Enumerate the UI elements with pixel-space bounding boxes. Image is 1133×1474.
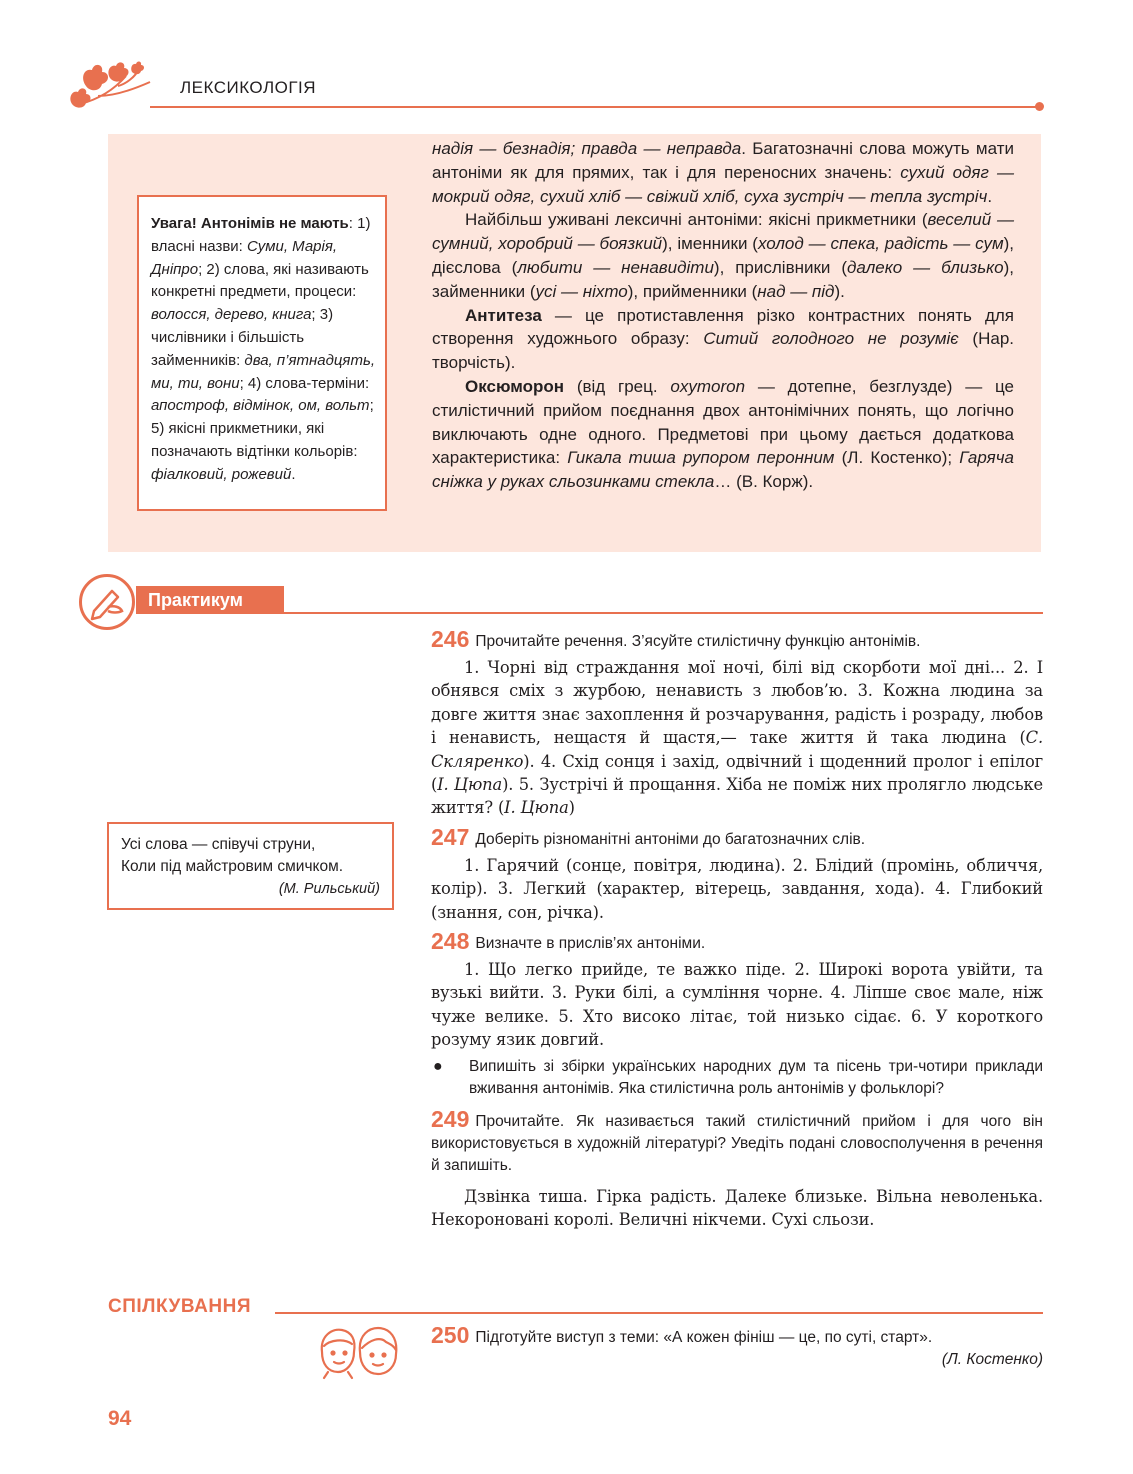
- exercise-author: (Л. Костенко): [941, 1351, 1043, 1368]
- writing-hand-icon: [79, 574, 135, 630]
- exercise-task-text: Підготуйте виступ з теми: «А кожен фініш — це, по суті, старт».: [475, 1329, 933, 1346]
- exercise-248: [431, 930, 1043, 1100]
- exercise-task: [431, 1105, 1043, 1177]
- exercise-249: [431, 1105, 1043, 1232]
- exercise-250: [431, 1324, 1043, 1371]
- section-title: ЛЕКСИКОЛОГІЯ: [180, 78, 317, 97]
- theory-text: [432, 137, 1014, 494]
- exercise-number: 248: [431, 928, 470, 955]
- attention-note-text: Увага! Антонімів не мають: 1) власні назви: Суми, Марія, Дніпро; 2) слова, які називають конкретні предмети, процеси: волосся, дерево, книга; 3) числівники і більшість займенників: два, п’ятнадцять, ми, ти, вони; 4) слова-терміни: апостроф, відмінок, ом, вольт; 5) якісні прикметники, які позначають відтінки кольорів: фіалковий, рожевий.: [151, 215, 375, 483]
- exercise-task: [431, 823, 1043, 851]
- exercise-number: 249: [431, 1105, 470, 1132]
- page-number: 94: [108, 1407, 132, 1430]
- theory-paragraph-antithesis: Антитеза — це протиставлення різко контрастних понять для створення художнього образу: Ситий голодного не розуміє (Нар. творчість).: [432, 305, 1014, 373]
- exercise-246: [431, 628, 1043, 820]
- exercise-task-text: Доберіть різноманітні антоніми до багатозначних слів.: [475, 830, 866, 848]
- bullet-task: [431, 1056, 1043, 1100]
- theory-paragraph-oxymoron: Оксюморон (від грец. oxymoron — дотепне, безглузде) — це стилістичний прийом поєднання двох антонімічних понять, що логічно виключають одне одного. Предметові при цьому дається додаткова характеристика: Гикала тиша рупором перонним (Л. Костенко); Гаряча сніжка у руках сльозинками стекла… (В. Корж).: [432, 376, 1014, 492]
- practicum-divider: [282, 612, 1043, 614]
- exercise-number: 246: [431, 626, 470, 652]
- exercise-task: [431, 1324, 1043, 1349]
- flower-ornament-icon: [66, 56, 156, 116]
- exercise-task-text: Прочитайте речення. З’ясуйте стилістичну функцію антонімів.: [475, 633, 921, 650]
- exercise-task-text: Визначте в прислів’ях антоніми.: [475, 935, 706, 953]
- attention-note: [137, 195, 387, 511]
- bullet-task-text: Випишіть зі збірки українських народних дум та пісень три-чотири приклади вживання антонімів. Яка стилістична роль антонімів у фольклорі?: [469, 1057, 1043, 1097]
- theory-paragraph: надія — безнадія; правда — неправда. Багатозначні слова можуть мати антоніми як для прямих, так і для переносних значень: сухий одяг — мокрий одяг, сухий хліб — свіжий хліб, суха зустріч — тепла зустріч.: [432, 139, 1015, 206]
- communication-label: СПІЛКУВАННЯ: [108, 1296, 251, 1317]
- exercise-task: [431, 628, 1043, 653]
- exercise-body: 1. Чорні від страждання мої ночі, білі від скорботи мої дні... 2. І обнявся сміх з журбою, ненависть з любов’ю. 3. Кожна людина за довге життя знає захоплення й розчарування, радість і розраду, любов і ненависть, нещастя й щастя,— таке життя й така людина (С. Скляренко). 4. Схід сонця і захід, одвічний і щоденний пролог і епілог (І. Цюпа). 5. Зустрічі й прощання. Хіба не поміж них пролягло людське життя? (І. Цюпа): [431, 658, 1043, 818]
- exercise-task-text: Прочитайте. Як називається такий стилістичний прийом і для чого він використовується в художній літературі? Уведіть подані словосполучення в речення й запишіть.: [431, 1112, 1043, 1174]
- exercise-body: 1. Що легко прийде, те важко піде. 2. Широкі ворота увійти, та вузькі вийти. 3. Руки білі, а сумління чорне. 4. Ліпше своє мале, ніж чуже велике. 5. Хто високо літає, той низько сідає. 6. У короткого розуму язик довгий.: [431, 960, 1043, 1050]
- practicum-label: Практикум: [136, 586, 284, 614]
- quote-author: (М. Рильський): [278, 881, 380, 897]
- header-divider: [150, 106, 1038, 108]
- exercise-number: 247: [431, 823, 470, 850]
- bullet-icon: ●: [433, 1057, 443, 1075]
- exercise-body: Дзвінка тиша. Гірка радість. Далеке близьке. Вільна неволенька. Некороновані королі. Величні нікчеми. Сухі сльози.: [431, 1186, 1043, 1230]
- communication-divider: [275, 1312, 1043, 1314]
- exercise-task: [431, 930, 1043, 955]
- exercise-247: [431, 823, 1043, 924]
- quote-line: Коли під майстровим смичком.: [121, 858, 344, 875]
- header-divider-dot: [1035, 102, 1044, 111]
- exercises-list: [431, 628, 1043, 1232]
- exercise-number: 250: [431, 1322, 470, 1348]
- epigraph-quote: [107, 822, 394, 910]
- two-faces-icon: [314, 1322, 400, 1380]
- theory-paragraph: Найбільш уживані лексичні антоніми: якісні прикметники (веселий — сумний, хоробрий — боязкий), іменники (холод — спека, радість — сум), дієслова (любити — ненавидіти), прислівники (далеко — близько), займенники (усі — ніхто), прийменники (над — під).: [432, 210, 1015, 301]
- exercise-body: 1. Гарячий (сонце, повітря, людина). 2. Блідий (промінь, обличчя, колір). 3. Легкий (характер, вітерець, завдання, хода). 4. Глибокий (знання, сон, річка).: [431, 855, 1043, 922]
- quote-line: Усі слова — співучі струни,: [121, 836, 316, 853]
